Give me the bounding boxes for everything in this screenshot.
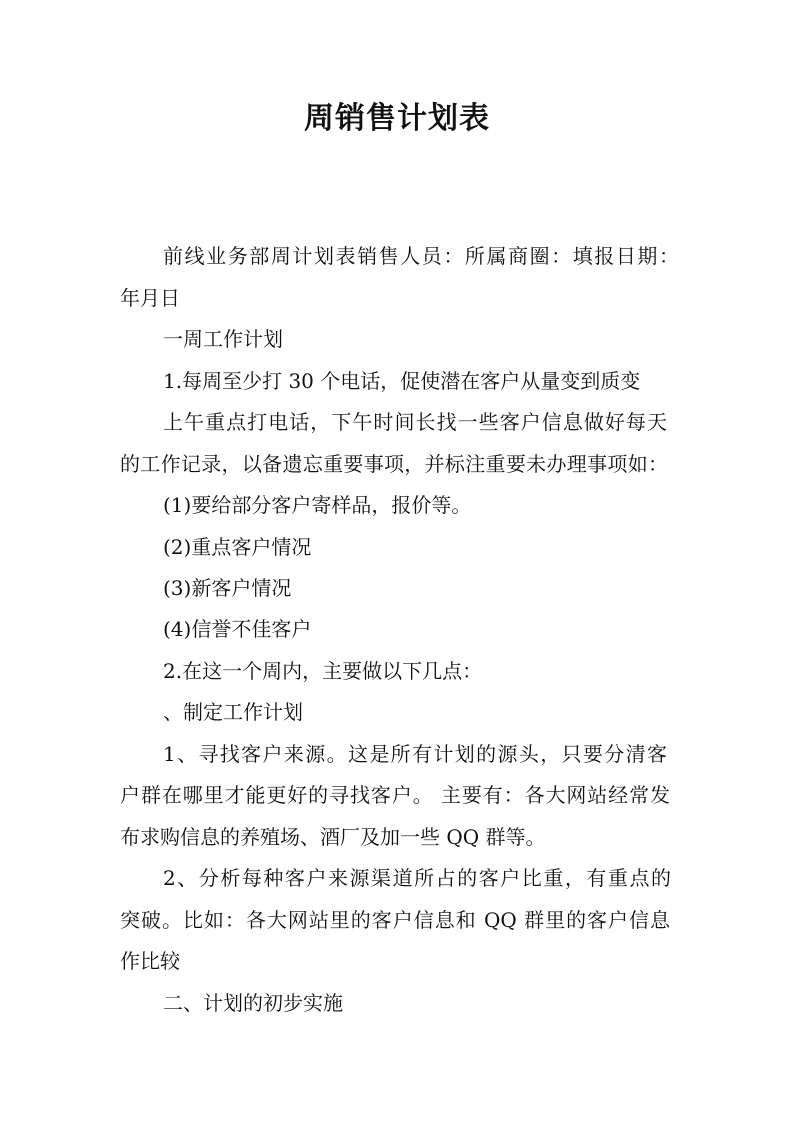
paragraph-line: 2.在这一个周内，主要做以下几点： xyxy=(163,659,483,683)
paragraph-line: 的工作记录，以备遗忘重要事项，并标注重要未办理事项如： xyxy=(120,452,668,476)
paragraph-line-date: 年月日 xyxy=(120,286,180,310)
paragraph-line: 上午重点打电话，下午时间长找一些客户信息做好每天 xyxy=(163,410,667,434)
document-title: 周销售计划表 xyxy=(304,101,490,136)
section-heading-initial-implementation: 二、计划的初步实施 xyxy=(163,991,343,1015)
list-item: (4)信誉不佳客户 xyxy=(163,617,312,641)
paragraph-line: 2、分析每种客户来源渠道所占的客户比重，有重点的 xyxy=(163,866,671,890)
paragraph-line: 布求购信息的养殖场、酒厂及加一些 QQ 群等。 xyxy=(120,825,546,849)
list-item: (1)要给部分客户寄样品，报价等。 xyxy=(163,493,472,517)
paragraph-line: 作比较 xyxy=(120,949,180,973)
section-heading: 、制定工作计划 xyxy=(163,700,303,724)
paragraph-line-header: 前线业务部周计划表销售人员：所属商圈：填报日期： xyxy=(163,244,679,268)
list-item: (2)重点客户情况 xyxy=(163,535,312,559)
paragraph-line: 突破。比如：各大网站里的客户信息和 QQ 群里的客户信息 xyxy=(120,908,670,932)
section-heading-week-plan: 一周工作计划 xyxy=(163,327,283,351)
list-item: (3)新客户情况 xyxy=(163,576,292,600)
paragraph-line: 1、寻找客户来源。这是所有计划的源头，只要分清客 xyxy=(163,742,667,766)
paragraph-line: 户群在哪里才能更好的寻找客户。 主要有：各大网站经常发 xyxy=(120,783,670,807)
paragraph-line: 1.每周至少打 30 个电话，促使潜在客户从量变到质变 xyxy=(163,369,641,393)
